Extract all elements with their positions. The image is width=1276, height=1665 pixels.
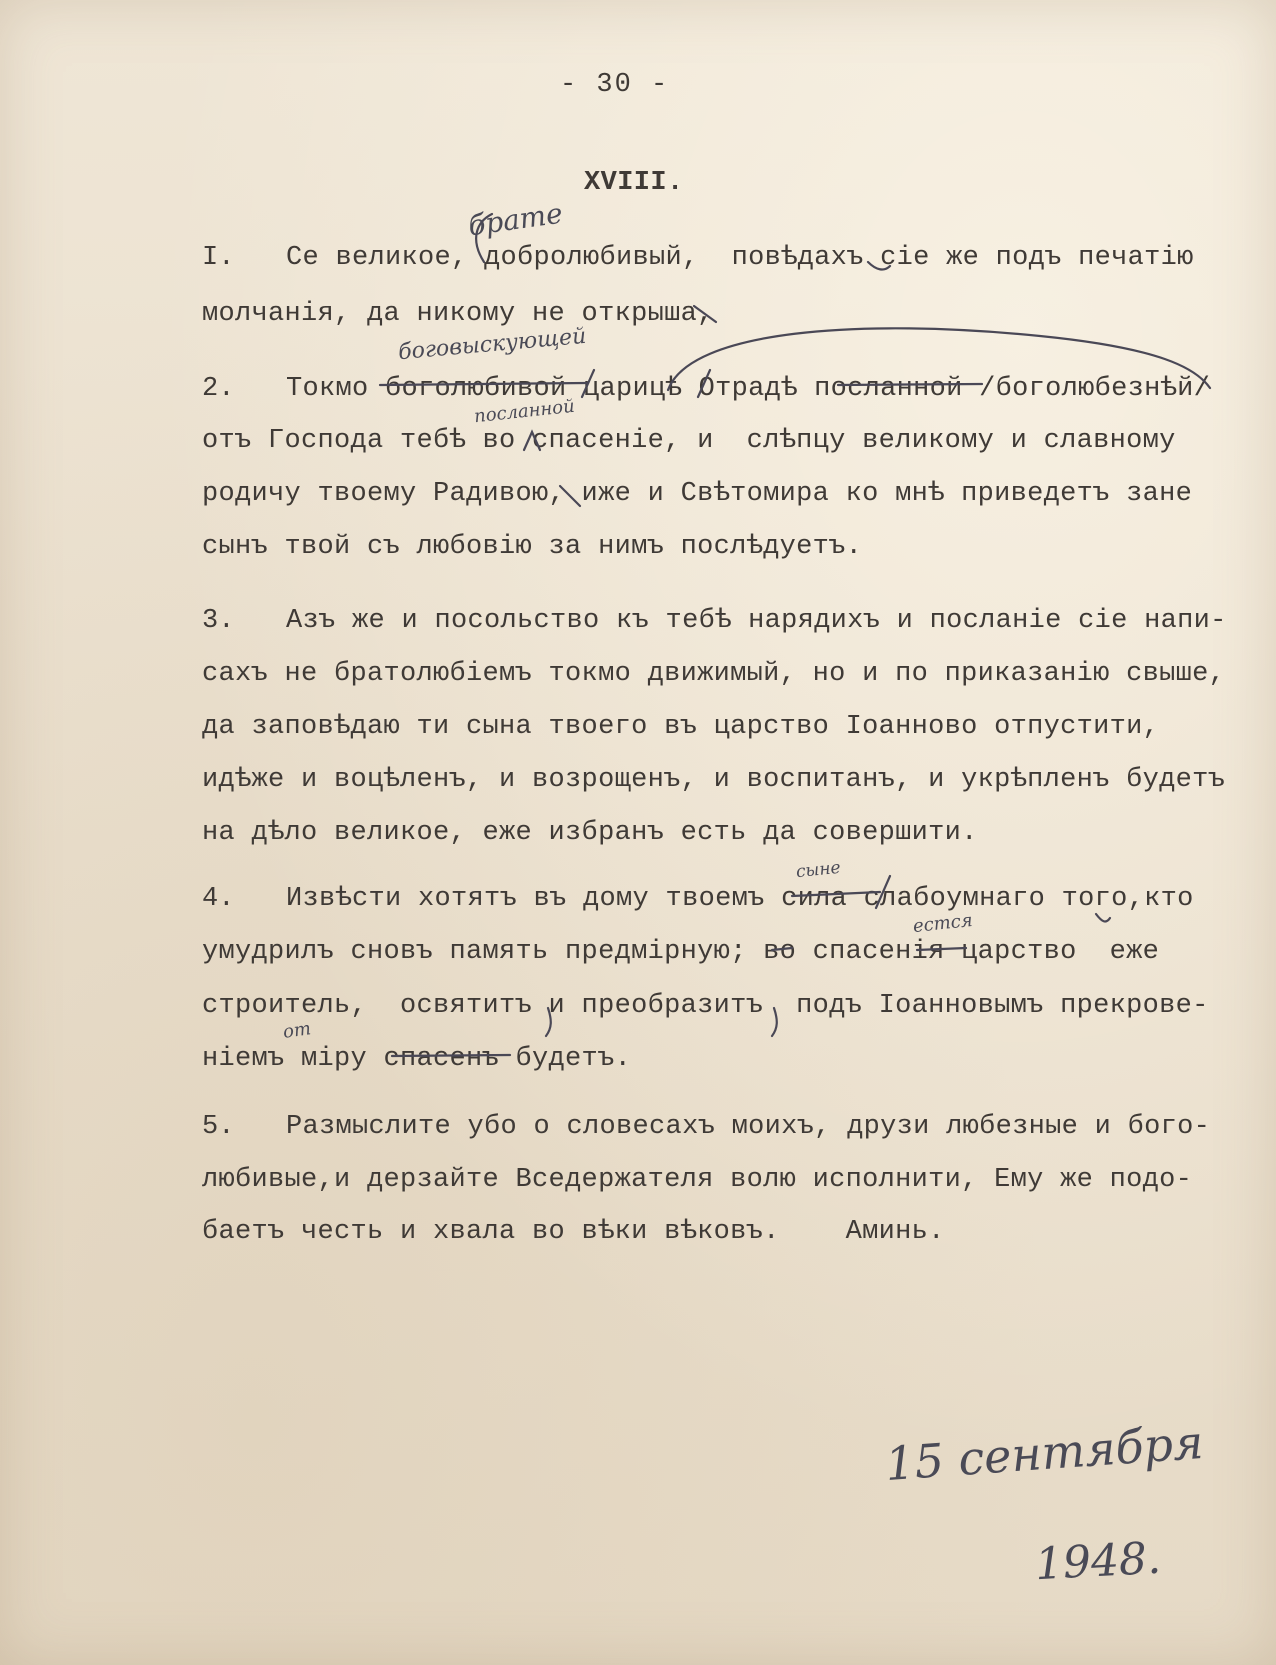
handwritten-insert-estsya: естся bbox=[912, 909, 974, 938]
text-line: баетъ честь и хвала во вѣки вѣковъ. Аминь. bbox=[202, 1217, 945, 1247]
paragraph-number: 2. bbox=[202, 374, 235, 404]
paragraph-number: 4. bbox=[202, 884, 235, 914]
handwritten-year: 1948. bbox=[1033, 1532, 1163, 1591]
paragraph-number: I. bbox=[202, 243, 235, 273]
text-line: сахъ не братолюбіемъ токмо движимый, но и по приказанію свыше, bbox=[202, 659, 1226, 689]
text-line: молчанія, да никому не открыша, bbox=[202, 299, 714, 329]
text-line: умудрилъ сновъ память предмірную; во спасенія царство еже bbox=[202, 937, 1160, 967]
handwritten-date: 15 сентября bbox=[883, 1414, 1205, 1492]
text-line: Токмо боголюбивой царицѣ Отрадѣ посланной /боголюбезнѣй/ bbox=[286, 374, 1211, 404]
paragraph-number: 3. bbox=[202, 606, 235, 636]
handwritten-insert-syne: сыне bbox=[795, 857, 842, 883]
handwritten-insert-brate: брате bbox=[466, 196, 565, 243]
text-line: ніемъ міру спасенъ будетъ. bbox=[202, 1044, 632, 1074]
handwritten-insert-ot: от bbox=[281, 1018, 313, 1043]
text-line: Извѣсти хотятъ въ дому твоемъ сила слабоумнаго того,кто bbox=[286, 884, 1194, 914]
paragraph-number: 5. bbox=[202, 1112, 235, 1142]
handwritten-insert-poslannoy: посланной bbox=[473, 395, 576, 428]
handwritten-insert-bogovysk: боговыскующей bbox=[397, 323, 588, 366]
text-line: на дѣло великое, еже избранъ есть да совершити. bbox=[202, 818, 978, 848]
text-line: сынъ твой съ любовію за нимъ послѣдуетъ. bbox=[202, 532, 863, 562]
comma-mark bbox=[1096, 914, 1110, 921]
text-line: Азъ же и посольство къ тебѣ нарядихъ и посланіе сіе напи- bbox=[286, 606, 1227, 636]
text-line: да заповѣдаю ти сына твоего въ царство Іоанново отпустити, bbox=[202, 712, 1160, 742]
text-line: идѣже и воцѣленъ, и возрощенъ, и воспитанъ, и укрѣпленъ будетъ bbox=[202, 765, 1226, 795]
text-line: Размыслите убо о словесахъ моихъ, друзи любезные и бого- bbox=[286, 1112, 1211, 1142]
text-line: строитель, освятитъ и преобразитъ подъ Іоанновымъ прекрове- bbox=[202, 991, 1209, 1021]
text-line: Се великое, добролюбивый, повѣдахъ сіе же подъ печатію bbox=[286, 243, 1194, 273]
text-line: родичу твоему Радивою, иже и Свѣтомира ко мнѣ приведетъ зане bbox=[202, 479, 1193, 509]
chapter-heading: XVIII. bbox=[584, 168, 684, 198]
page-number: - 30 - bbox=[560, 70, 670, 100]
text-line: любивые,и дерзайте Вседержателя волю исполнити, Ему же подо- bbox=[202, 1165, 1193, 1195]
text-line: отъ Господа тебѣ во спасеніе, и слѣпцу великому и славному bbox=[202, 426, 1176, 456]
